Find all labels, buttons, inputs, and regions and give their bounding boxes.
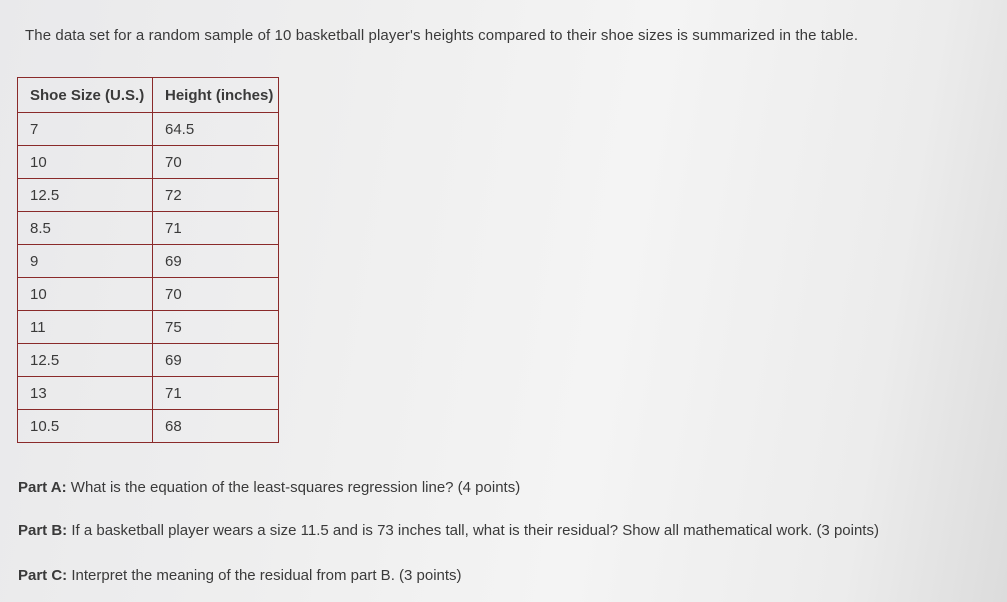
part-b-text: If a basketball player wears a size 11.5 and is 73 inches tall, what is their residual? Show all mathematical work. (3 points) [67, 522, 879, 539]
table-row [18, 410, 279, 443]
part-a-text: What is the equation of the least-squares regression line? (4 points) [66, 479, 521, 496]
table-row [18, 113, 279, 146]
cell-height: 71 [153, 212, 279, 245]
cell-shoe-size: 13 [18, 377, 153, 410]
cell-shoe-size: 12.5 [18, 344, 153, 377]
table-row [18, 377, 279, 410]
cell-shoe-size: 10 [18, 146, 153, 179]
cell-height: 72 [153, 179, 279, 212]
question-part-b [18, 522, 879, 539]
part-c-text: Interpret the meaning of the residual from part B. (3 points) [67, 567, 462, 584]
header-height: Height (inches) [153, 78, 279, 113]
table-row [18, 344, 279, 377]
cell-shoe-size: 10 [18, 278, 153, 311]
shoe-height-table [17, 77, 279, 443]
part-c-label: Part C: [18, 567, 68, 584]
table-header-row [18, 78, 279, 113]
cell-height: 70 [153, 278, 279, 311]
cell-height: 75 [153, 311, 279, 344]
table-row [18, 212, 279, 245]
table-row [18, 278, 279, 311]
part-b-label: Part B: [18, 522, 68, 539]
cell-height: 68 [153, 410, 279, 443]
cell-shoe-size: 10.5 [18, 410, 153, 443]
cell-height: 70 [153, 146, 279, 179]
cell-shoe-size: 12.5 [18, 179, 153, 212]
cell-height: 69 [153, 344, 279, 377]
cell-height: 71 [153, 377, 279, 410]
cell-height: 69 [153, 245, 279, 278]
table-row [18, 179, 279, 212]
part-a-label: Part A: [18, 479, 67, 496]
table-row [18, 311, 279, 344]
cell-shoe-size: 11 [18, 311, 153, 344]
table-row [18, 146, 279, 179]
cell-height: 64.5 [153, 113, 279, 146]
cell-shoe-size: 7 [18, 113, 153, 146]
header-shoe-size: Shoe Size (U.S.) [18, 78, 153, 113]
question-part-c [18, 567, 462, 584]
question-part-a [18, 479, 520, 496]
cell-shoe-size: 8.5 [18, 212, 153, 245]
intro-text: The data set for a random sample of 10 basketball player's heights compared to their shoe sizes is summarized in the table. [25, 27, 859, 44]
cell-shoe-size: 9 [18, 245, 153, 278]
table-row [18, 245, 279, 278]
